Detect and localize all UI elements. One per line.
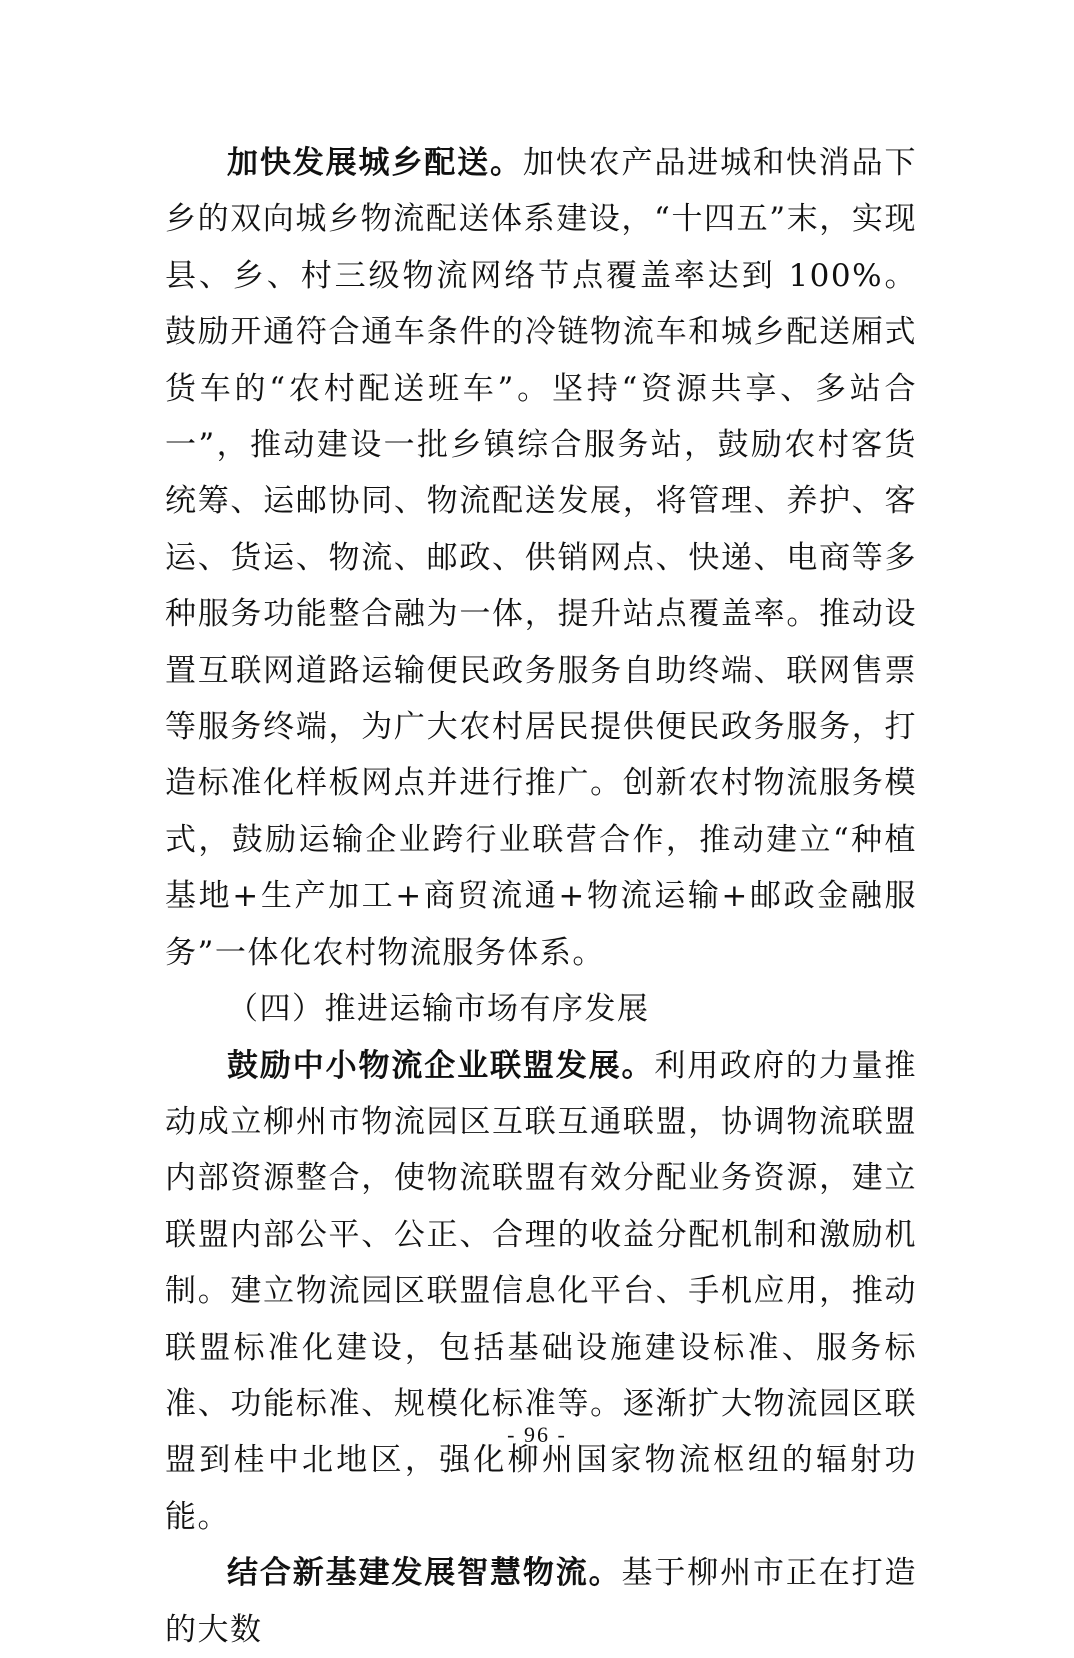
paragraph-body: 加快农产品进城和快消品下乡的双向城乡物流配送体系建设，“十四五”末，实现县、乡、村三级物流网络节点覆盖率达到 100%。鼓励开通符合通车条件的冷链物流车和城乡配送厢式货车的“农村配送班车”。坚持“资源共享、多站合一”，推动建设一批乡镇综合服务站，鼓励农村客货统筹、运邮协同、物流配送发展，将管理、养护、客运、货运、物流、邮政、供销网点、快递、电商等多种服务功能整合融为一体，提升站点覆盖率。推动设置互联网道路运输便民政务服务自助终端、联网售票等服务终端，为广大农村居民提供便民政务服务，打造标准化样板网点并进行推广。创新农村物流服务模式，鼓励运输企业跨行业联营合作，推动建立“种植基地+生产加工+商贸流通+物流运输+邮政金融服务”一体化农村物流服务体系。 <box>165 145 917 971</box>
paragraph-lead: 加快发展城乡配送。 <box>227 145 523 181</box>
paragraph-lead: 结合新基建发展智慧物流。 <box>227 1555 622 1592</box>
paragraph-logistics-alliance <box>165 1038 917 1546</box>
paragraph-smart-logistics <box>165 1545 917 1658</box>
paragraph-body: 利用政府的力量推动成立柳州市物流园区互联互通联盟，协调物流联盟内部资源整合，使物流联盟有效分配业务资源，建立联盟内部公平、公正、合理的收益分配机制和激励机制。建立物流园区联盟信息化平台、手机应用，推动联盟标准化建设，包括基础设施建设标准、服务标准、功能标准、规模化标准等。逐渐扩大物流园区联盟到桂中北地区，强化柳州国家物流枢纽的辐射功能。 <box>165 1047 917 1535</box>
paragraph-urban-rural-delivery <box>165 135 917 981</box>
page-number: - 96 - <box>507 1422 567 1447</box>
section-heading: （四）推进运输市场有序发展 <box>227 991 650 1028</box>
paragraph-lead: 鼓励中小物流企业联盟发展。 <box>227 1047 655 1084</box>
paragraph-body: 基于柳州市正在打造的大数 <box>165 1555 917 1648</box>
